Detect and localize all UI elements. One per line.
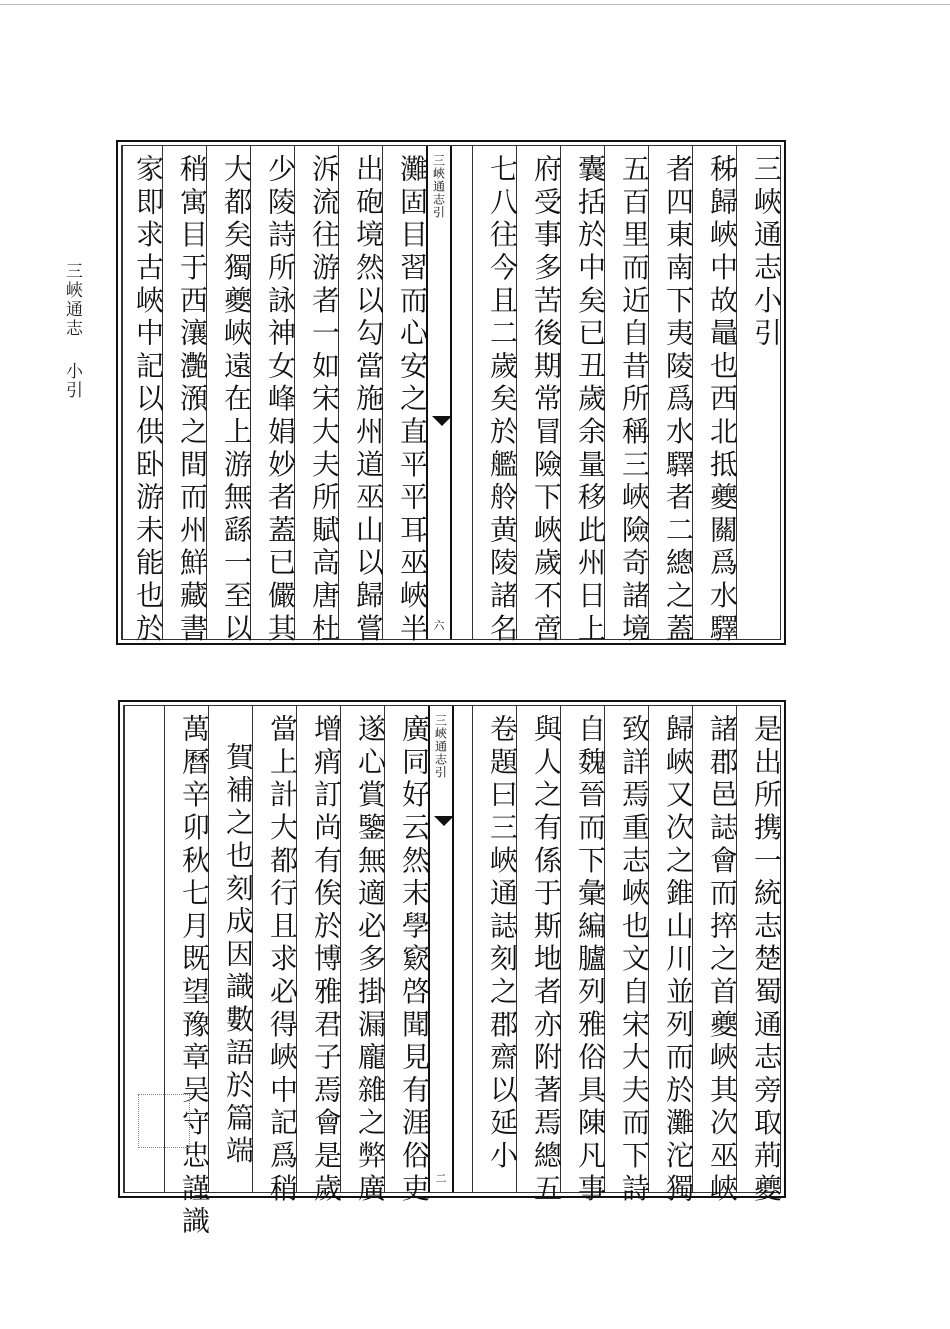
column <box>382 146 429 646</box>
fish-tail-mark <box>432 416 452 426</box>
column-text: 致詳焉重志峽也文自宋大夫而下詩 <box>618 714 651 1206</box>
column <box>252 706 299 1206</box>
column <box>206 146 253 646</box>
column <box>338 146 385 646</box>
column <box>250 146 297 646</box>
column <box>384 706 431 1206</box>
column <box>604 706 651 1206</box>
column <box>560 706 607 1206</box>
side-label <box>60 262 85 400</box>
column-text: 少陵詩所詠神女峰娟妙者蓋已儼其 <box>264 154 297 646</box>
column-text: 當上計大都行且求必得峽中記爲稍 <box>266 714 299 1206</box>
column <box>692 706 739 1206</box>
column-text: 府受事多苦後期常冒險下峽歲不啻 <box>530 154 563 646</box>
column <box>648 706 695 1206</box>
lower-spine <box>428 706 454 1192</box>
column-text: 七八往今且二歲矣於艦舲黄陵諸名 <box>486 154 519 646</box>
column-text: 泝流往游者一如宋大夫所賦高唐杜 <box>308 154 341 646</box>
column-text: 秭歸峽中故鼂也西北抵夔關爲水驛 <box>706 154 739 646</box>
column <box>648 146 695 646</box>
column-text: 萬曆辛卯秋七月既望豫章吴守忠謹識 <box>178 714 211 1239</box>
column <box>516 146 563 646</box>
top-rule <box>0 4 950 5</box>
column <box>736 146 783 639</box>
column-text: 稍寓目于西瀼灔澦之間而州鮮藏書 <box>176 154 209 646</box>
seal-stamp <box>138 1094 190 1148</box>
upper-left-half <box>122 146 429 646</box>
column-text: 者四東南下夷陵爲水驛者二總之蓋 <box>662 154 695 646</box>
column-text: 大都矣獨夔峽遠在上游無繇一至以 <box>220 154 253 646</box>
column <box>208 706 255 1192</box>
column-text: 家即求古峽中記以供卧游未能也於 <box>132 154 165 646</box>
column-text: 囊括於中矣已丑歲余量移此州日上 <box>574 154 607 646</box>
column-text: 增痟訂尚有俟於博雅君子焉會是歲 <box>310 714 343 1206</box>
column-text: 諸郡邑誌會而捽之首夔峽其次巫峽 <box>706 714 739 1206</box>
upper-spine <box>426 146 452 639</box>
column-text: 出砲境然以勾當施州道巫山以歸嘗 <box>352 154 385 646</box>
column <box>472 706 519 1192</box>
spine-page-number: 六 <box>433 619 445 632</box>
column-text: 賀補之也刻成因識數語於篇端 <box>222 742 255 1169</box>
column <box>560 146 607 646</box>
column <box>472 146 519 646</box>
column <box>162 146 209 646</box>
column <box>516 706 563 1206</box>
spine-text: 三峽通志引 <box>433 714 448 779</box>
lower-right-half <box>454 706 783 1206</box>
column-text: 灘固目習而心安之直平平耳巫峽半 <box>396 154 429 646</box>
column-text: 卷題曰三峽通誌刻之郡齋以延小 <box>486 714 519 1174</box>
spine-text: 三峽通志引 <box>431 154 446 219</box>
column-text: 與人之有係于斯地者亦附著焉總五 <box>530 714 563 1206</box>
column <box>122 146 165 646</box>
column <box>340 706 387 1206</box>
column <box>296 706 343 1206</box>
column <box>736 706 783 1206</box>
side-section: 小引 <box>62 362 82 400</box>
column <box>294 146 341 646</box>
lower-page <box>118 700 786 1239</box>
column-text: 是出所携一統志楚蜀通志旁取荊夔 <box>750 714 783 1206</box>
upper-right-half <box>452 146 783 646</box>
column <box>692 146 739 646</box>
column-text: 三峽通志小引 <box>750 154 783 351</box>
column-text: 歸峽又次之錐山川並列而於灘沱獨 <box>662 714 695 1206</box>
column-text: 遂心賞鑒無適必多掛漏龐雜之弊廣 <box>354 714 387 1206</box>
column-text: 自魏晉而下彙編臚列雅俗具陳凡事 <box>574 714 607 1206</box>
spine-page-number: 二 <box>435 1172 447 1185</box>
side-title: 三峽通志 <box>62 262 82 338</box>
column-text: 廣同好云然末學窽啓聞見有涯俗吏 <box>398 714 431 1206</box>
fish-tail-mark <box>434 816 454 826</box>
column-text: 五百里而近自昔所稱三峽險奇諸境 <box>618 154 651 646</box>
upper-page <box>116 140 786 645</box>
column <box>604 146 651 646</box>
